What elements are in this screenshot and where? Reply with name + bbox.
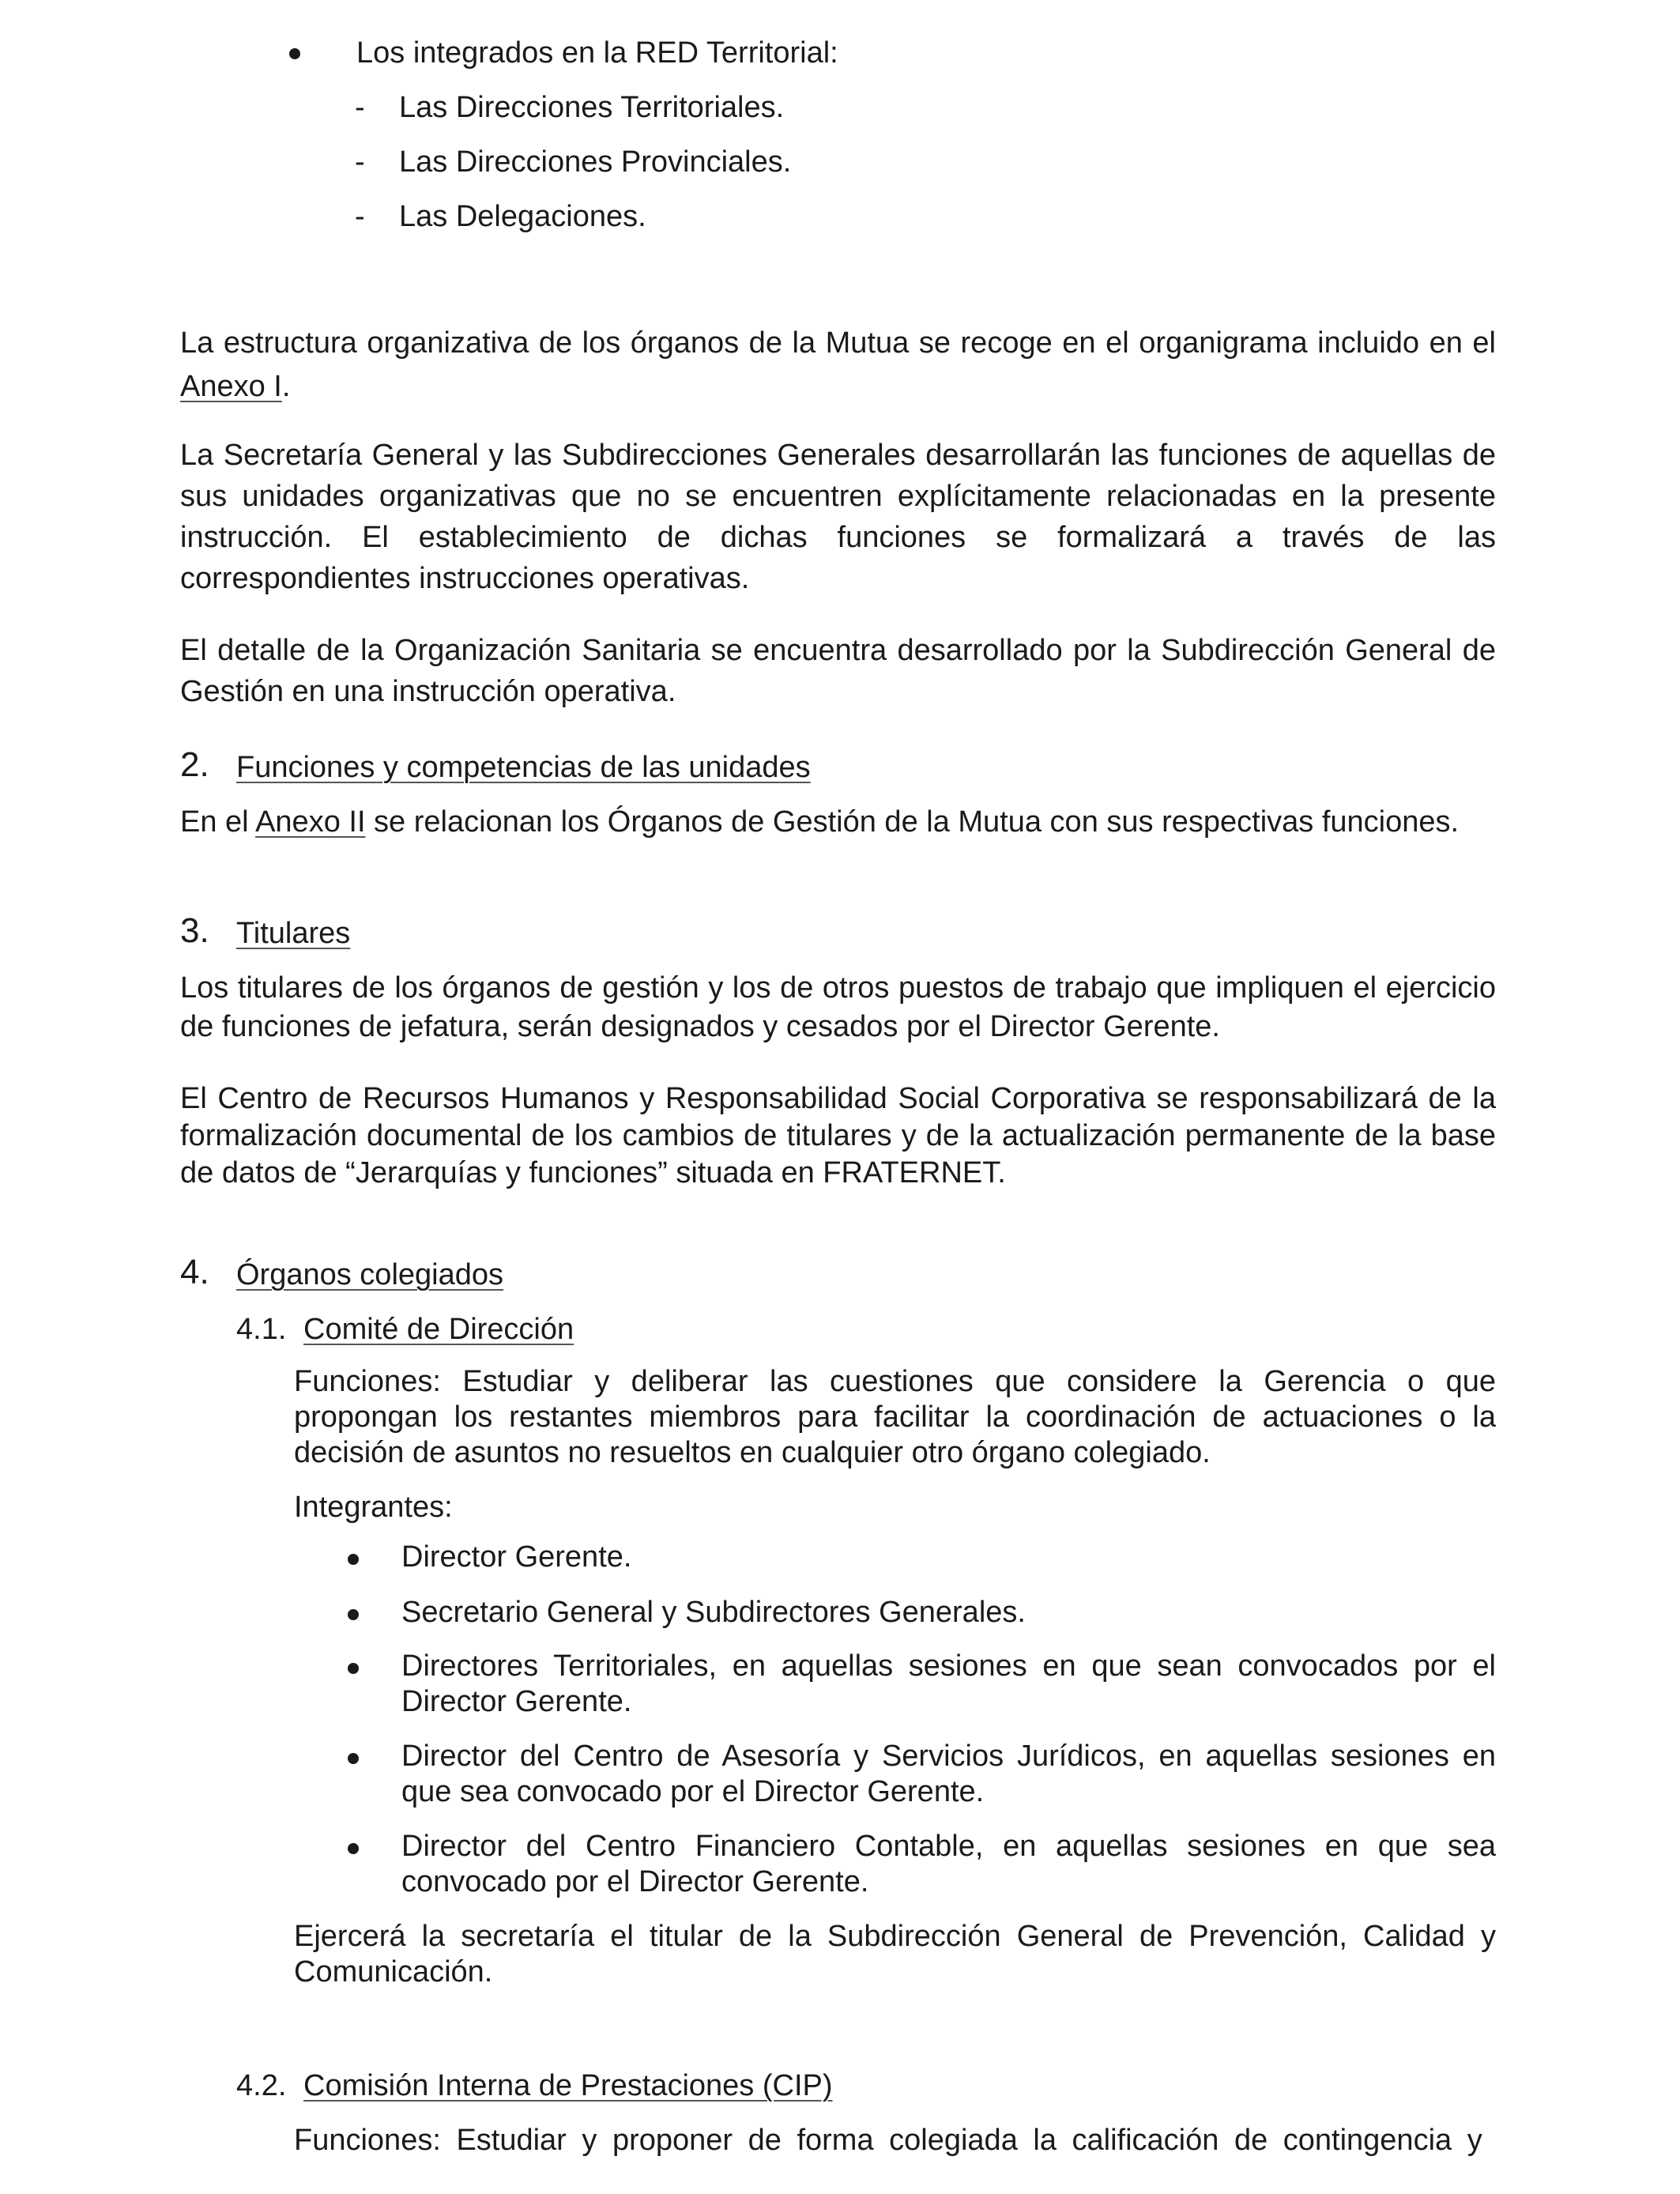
bullet-icon	[348, 1753, 359, 1764]
subsection-heading: Comisión Interna de Prestaciones (CIP)	[303, 2069, 833, 2102]
paragraph: El detalle de la Organización Sanitaria se encuentra desarrollado por la Subdirección General de Gestión en una instrucción operativa.	[180, 634, 1496, 708]
list-item: Las Direcciones Territoriales.	[399, 91, 785, 124]
paragraph: La Secretaría General y las Subdirecciones Generales desarrollarán las funciones de aquellas de sus unidades organizativas que no se encuentren explícitamente relacionadas en la presente instrucción. El establecimiento de dichas funciones se formalizará a través de las correspondientes instrucciones operativas.	[180, 439, 1496, 595]
dash-icon: -	[355, 200, 365, 233]
list-item: Las Delegaciones.	[399, 200, 646, 233]
paragraph: Los titulares de los órganos de gestión y los de otros puestos de trabajo que impliquen el ejercicio de funciones de jefatura, serán designados y cesados por el Director Gerente.	[180, 971, 1496, 1043]
dash-icon: -	[355, 145, 365, 179]
section-heading: Titulares	[236, 917, 351, 950]
section-number: 4.	[180, 1253, 209, 1291]
section-heading: Funciones y competencias de las unidades	[236, 751, 811, 784]
subsection-number: 4.2.	[236, 2069, 287, 2102]
list-item: Director del Centro Financiero Contable, en aquellas sesiones en que sea convocado por el Director Gerente.	[401, 1830, 1496, 1898]
paragraph: Ejercerá la secretaría el titular de la Subdirección General de Prevención, Calidad y Comunicación.	[294, 1920, 1496, 1989]
paragraph: En el Anexo II se relacionan los Órganos de Gestión de la Mutua con sus respectivas funciones.	[180, 805, 1460, 839]
list-item: Los integrados en la RED Territorial:	[356, 36, 838, 70]
dash-icon: -	[355, 91, 365, 124]
subsection-number: 4.1.	[236, 1313, 287, 1346]
bullet-icon	[348, 1663, 359, 1674]
list-item: Director del Centro de Asesoría y Servicios Jurídicos, en aquellas sesiones en que sea convocado por el Director Gerente.	[401, 1740, 1496, 1808]
paragraph: Funciones: Estudiar y proponer de forma colegiada la calificación de contingencia y	[294, 2124, 1482, 2157]
section-number: 2.	[180, 745, 209, 784]
subsection-heading: Comité de Dirección	[303, 1313, 574, 1346]
bullet-icon	[348, 1843, 359, 1854]
list-item: Directores Territoriales, en aquellas sesiones en que sean convocados por el Director Gerente.	[401, 1649, 1496, 1718]
paragraph: El Centro de Recursos Humanos y Responsabilidad Social Corporativa se responsabilizará de la formalización documental de los cambios de titulares y de la actualización permanente de la base de datos de “Jerarquías y funciones” situada en FRATERNET.	[180, 1082, 1496, 1189]
list-item: Secretario General y Subdirectores Generales.	[401, 1596, 1026, 1629]
list-item: Director Gerente.	[401, 1540, 632, 1574]
bullet-icon	[348, 1554, 359, 1565]
integrantes-label: Integrantes:	[294, 1491, 453, 1524]
section-heading: Órganos colegiados	[236, 1258, 503, 1291]
section-number: 3.	[180, 911, 209, 950]
anexo-i-link[interactable]: Anexo I	[180, 370, 282, 403]
bullet-icon	[348, 1609, 359, 1620]
anexo-ii-link[interactable]: Anexo II	[255, 805, 366, 839]
list-item: Las Direcciones Provinciales.	[399, 145, 792, 179]
bullet-icon	[289, 48, 300, 59]
paragraph: Funciones: Estudiar y deliberar las cuestiones que considere la Gerencia o que propongan los restantes miembros para facilitar la coordinación de actuaciones o la decisión de asuntos no resueltos en cualquier otro órgano colegiado.	[294, 1365, 1496, 1469]
paragraph: La estructura organizativa de los órganos de la Mutua se recoge en el organigrama incluido en el Anexo I.	[180, 326, 1496, 403]
